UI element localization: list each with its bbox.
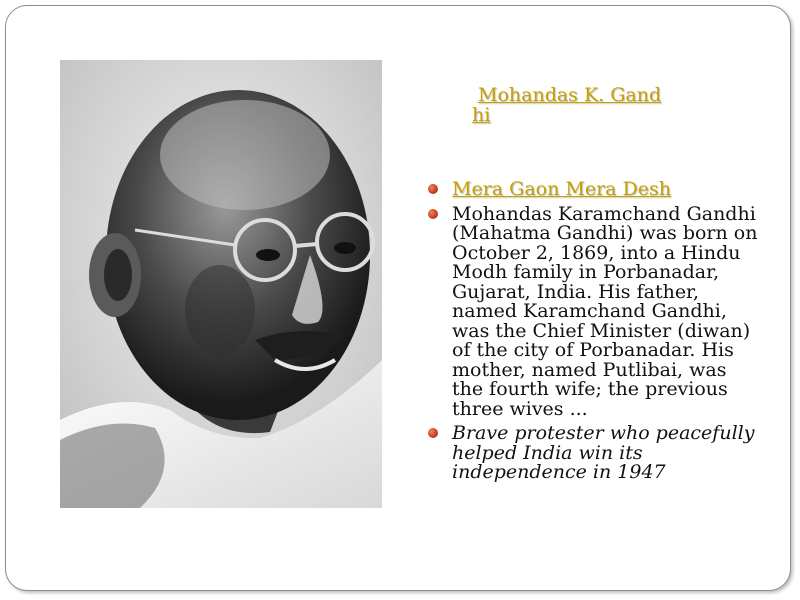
bullet-text: Mohandas Karamchand Gandhi (Mahatma Gandhi) was born on October 2, 1869, into a Hindu Modh family in Porbanadar, Gujarat, India. His father, named Karamchand Gandhi, was the Chief Minister (diwan) of the city of Porbanadar. His mother, named Putlibai, was the fourth wife; the previous three wives ... (452, 202, 758, 420)
bullet-item-protester (428, 424, 758, 483)
title-line-2[interactable]: hi (472, 104, 491, 126)
bullet-text: Brave protester who peacefully helped India win its independence in 1947 (452, 422, 755, 483)
bullet-dot-icon (428, 184, 438, 194)
slide-title[interactable] (472, 85, 672, 125)
bullet-list (428, 180, 758, 488)
bullet-dot-icon (428, 209, 438, 219)
bullet-dot-icon (428, 428, 438, 438)
portrait-photo (60, 60, 382, 508)
bullet-item-biography (428, 202, 758, 420)
slide (5, 5, 791, 591)
title-line-1[interactable]: Mohandas K. Gand (478, 84, 662, 106)
bullet-link-text[interactable]: Mera Gaon Mera Desh (452, 178, 671, 200)
bullet-item-mera-gaon[interactable] (428, 180, 758, 200)
